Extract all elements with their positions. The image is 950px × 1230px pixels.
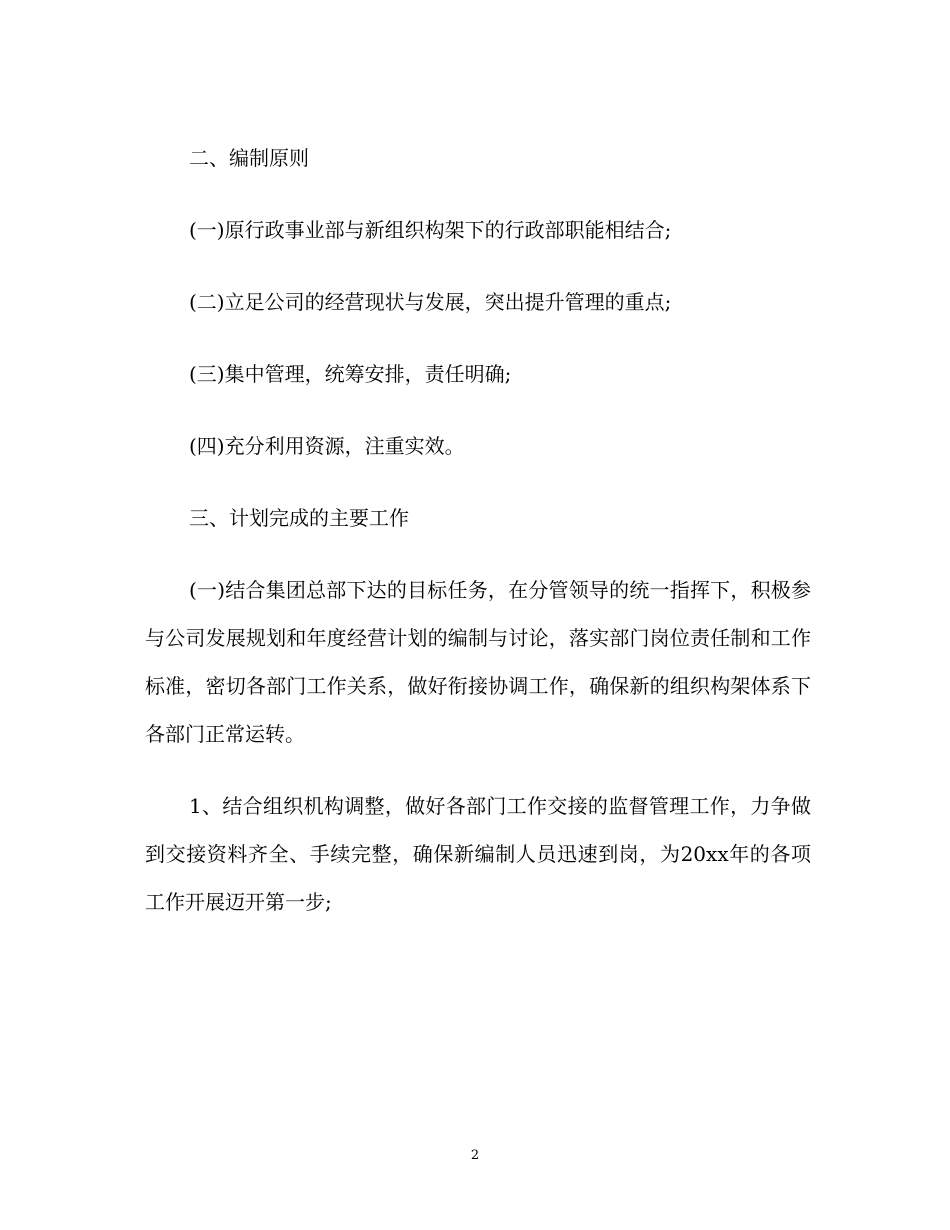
- main-work-subitem-1: 1、结合组织机构调整，做好各部门工作交接的监督管理工作，力争做到交接资料齐全、手续完整，确保新编制人员迅速到岗，为20xx年的各项工作开展迈开第一步;: [145, 794, 811, 914]
- principle-item-4: (四)充分利用资源，注重实效。: [189, 434, 465, 458]
- heading-main-work: 三、计划完成的主要工作: [189, 506, 409, 530]
- heading-compilation-principles: 二、编制原则: [189, 146, 309, 170]
- page-number: 2: [470, 1148, 480, 1163]
- main-work-item-1: (一)结合集团总部下达的目标任务，在分管领导的统一指挥下，积极参与公司发展规划和年度经营计划的编制与讨论，落实部门岗位责任制和工作标准，密切各部门工作关系，做好衔接协调工作，确保新的组织构架体系下各部门正常运转。: [145, 578, 811, 746]
- principle-item-3: (三)集中管理，统筹安排，责任明确;: [189, 362, 512, 386]
- document-body: [145, 134, 811, 950]
- principle-item-2: (二)立足公司的经营现状与发展，突出提升管理的重点;: [189, 290, 672, 314]
- principle-item-1: (一)原行政事业部与新组织构架下的行政部职能相结合;: [189, 218, 672, 242]
